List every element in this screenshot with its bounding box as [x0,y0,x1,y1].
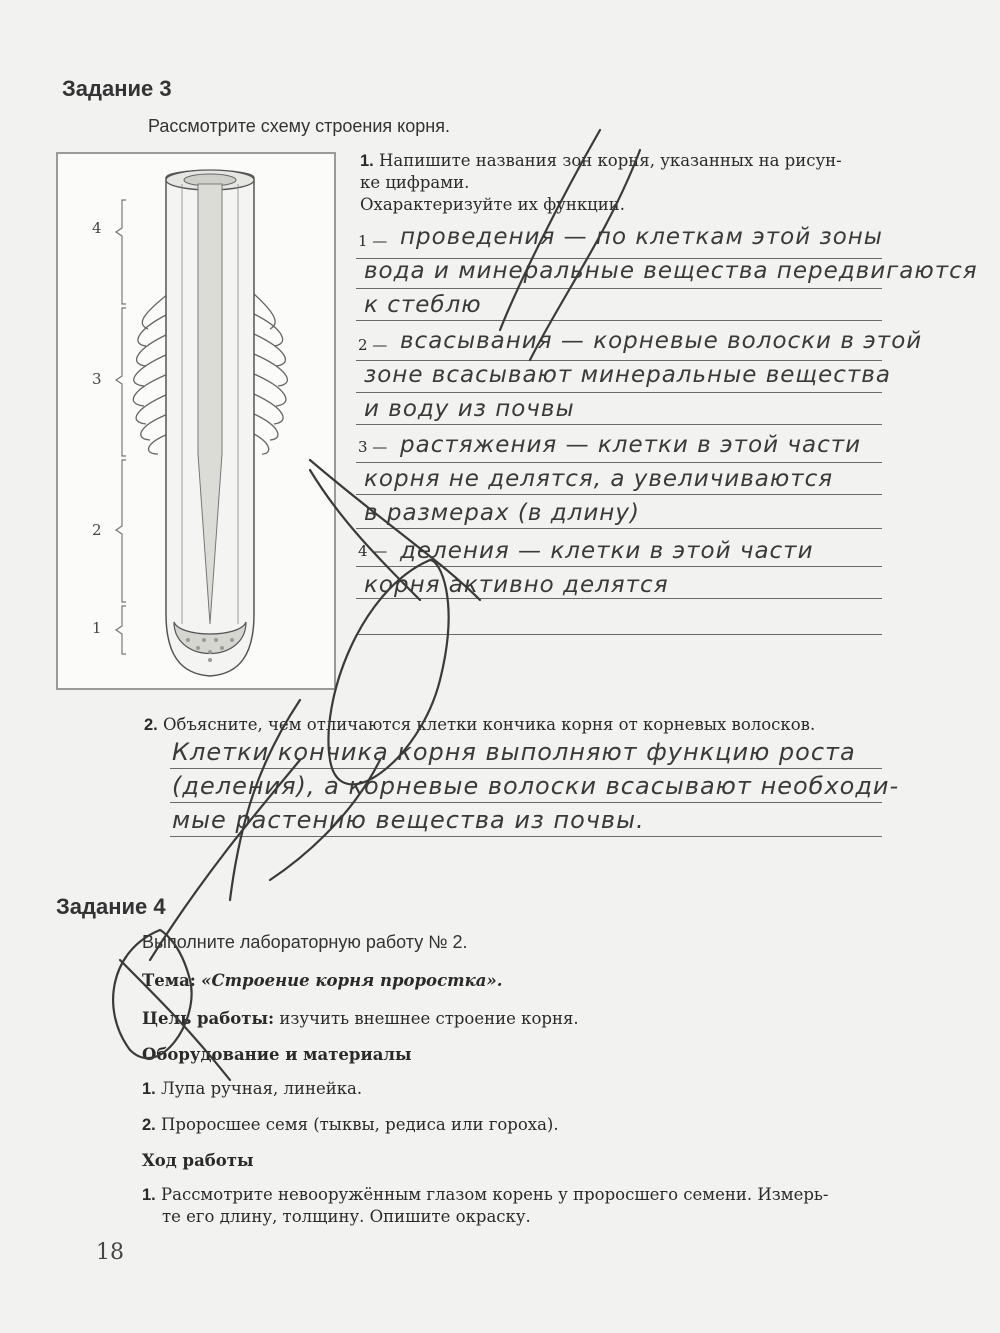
handwritten-answer: растяжения — клетки в этой части [400,432,862,458]
lab-goal-label: Цель работы: [142,1009,275,1028]
handwritten-answer: проведения — по клеткам этой зоны [400,224,883,250]
answer-prefix-4: 4 — [358,542,388,560]
pen-stroke [328,560,448,784]
step-text-line2: те его длину, толщину. Опишите окраску. [162,1207,531,1226]
pen-stroke [230,700,300,900]
pen-stroke [310,460,480,600]
question-1-number: 1. [360,152,374,170]
handwritten-answer: зоне всасывают минеральные вещества [364,362,891,388]
task3-title: Задание 3 [62,76,172,101]
handwritten-answer: деления — клетки в этой части [400,538,814,564]
zone-label-4: 4 [92,219,102,237]
pen-stroke [270,760,380,880]
handwritten-answer: корня не делятся, а увеличиваются [364,466,834,492]
zone-label-2: 2 [92,521,102,539]
pen-stroke [120,960,230,1080]
task4-title: Задание 4 [56,894,166,919]
answer-prefix-3: 3 — [358,438,388,456]
handwritten-answer: Клетки кончика корня выполняют функцию роста [172,738,856,766]
lab-theme-value: «Строение корня проростка». [201,971,503,990]
question-1-line2: ке цифрами. [360,173,470,192]
handwritten-answer: в размерах (в длину) [364,500,640,526]
lab-goal-value: изучить внешнее строение корня. [279,1009,579,1028]
question-1-line1: Напишите названия зон корня, указанных на рисун- [379,151,842,170]
pen-stroke [500,130,600,330]
handwritten-answer: и воду из почвы [364,396,575,422]
zone-label-1: 1 [92,619,102,637]
handwritten-answer: к стеблю [364,292,482,318]
lab-theme-label: Тема: [142,971,196,990]
answer-prefix-2: 2 — [358,336,388,354]
task4-intro: Выполните лабораторную работу № 2. [142,932,468,952]
equipment-item-text: Лупа ручная, линейка. [161,1079,363,1098]
handwritten-answer: корня активно делятся [364,572,669,598]
handwritten-answer: мые растению вещества из почвы. [172,806,645,834]
question-1-line3: Охарактеризуйте их функции. [360,195,626,214]
pen-stroke [150,760,300,960]
pen-stroke [530,150,640,360]
task3-intro: Рассмотрите схему строения корня. [148,116,450,136]
equipment-item-number: 1. [142,1080,156,1098]
step-number: 1. [142,1186,156,1204]
question-2-text: Объясните, чем отличаются клетки кончика корня от корневых волосков. [163,715,816,734]
equipment-item-text: Проросшее семя (тыквы, редиса или гороха). [161,1115,559,1134]
zone-label-3: 3 [92,370,102,388]
question-2-number: 2. [144,716,158,734]
progress-heading: Ход работы [142,1151,254,1170]
page-number: 18 [96,1240,124,1265]
handwritten-answer: всасывания — корневые волоски в этой [400,328,923,354]
handwritten-answer: вода и минеральные вещества передвигаются [364,258,978,284]
answer-prefix-1: 1 — [358,232,388,250]
equipment-item-number: 2. [142,1116,156,1134]
equipment-heading: Оборудование и материалы [142,1045,412,1064]
handwritten-answer: (деления), а корневые волоски всасывают необходи- [172,772,900,800]
step-text-line1: Рассмотрите невооружённым глазом корень у проросшего семени. Измерь- [161,1185,829,1204]
